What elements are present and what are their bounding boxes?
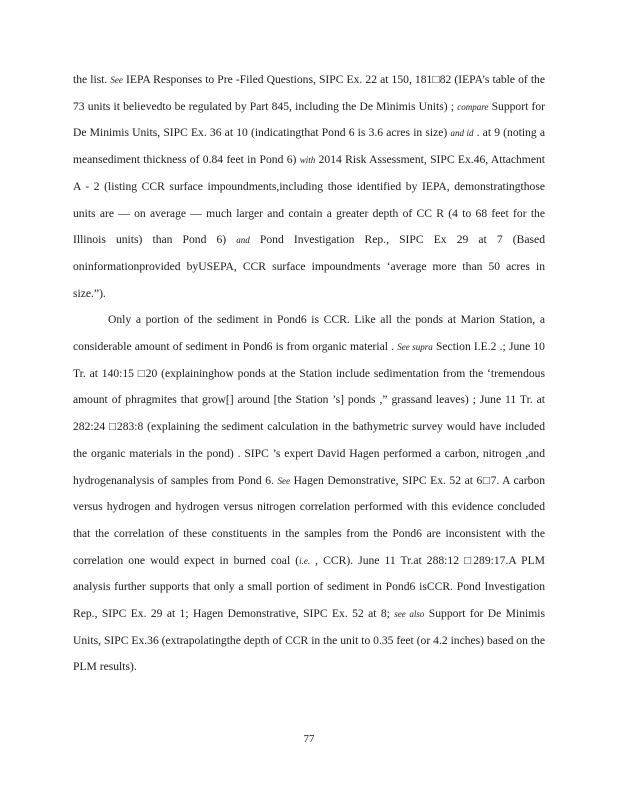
text-run: the list. — [73, 73, 111, 86]
italic-signal-text: with — [299, 155, 316, 166]
italic-signal-text: See — [110, 75, 123, 85]
italic-signal-text: See — [277, 475, 291, 486]
text-run: . at 9 (noting a meansediment thickness of 0.84 feet in Pond 6) — [73, 126, 545, 167]
text-run: Support for De Minimis Units, SIPC Ex.36 (extrapolatingthe depth of CCR in the unit to 0.35 feet (or 4.2 inches) based on the PLM results). — [73, 607, 545, 674]
text-run: Hagen Demonstrative, SIPC Ex. 52 at 6□7. A carbon versus hydrogen and hydrogen versus nitrogen correlation performed with this evidence concluded that the correlation of these constituents in the samples from the Pond6 are inconsistent with the correlation one would expect in burned coal ( — [73, 473, 546, 567]
text-run: Only a portion of the sediment in Pond6 is CCR. Like all the ponds at Marion Station, a considerable amount of sediment in Pond6 is from organic material . — [73, 313, 545, 354]
body-text — [73, 67, 545, 681]
text-run: Section I.E.2 .; June 10 Tr. at 140:15 □20 (explaininghow ponds at the Station include sedimentation from the ‘tremendous amount of phragmites that grow[] around [the Station ’s] ponds ,” grassand leaves) ; June 11 Tr. at 282:24 □283:8 (explaining the sediment calculation in the bathymetric survey would have included the organic materials in the pond) . SIPC ’s expert David Hagen performed a carbon, nitrogen ,and hydrogenanalysis of samples from Pond 6. — [73, 340, 545, 487]
italic-signal-text: See supra — [397, 342, 433, 353]
page-number: 77 — [303, 733, 315, 745]
italic-signal-text: i.e. — [299, 555, 311, 566]
text-run: , CCR). June 11 Tr.at 288:12 □289:17.A PLM analysis further supports that only a small portion of sediment in Pond6 isCCR. Pond Investigation Rep., SIPC Ex. 29 at 1; Hagen Demonstrative, SIPC Ex. 52 at 8; — [73, 553, 545, 621]
italic-signal-text: and — [236, 235, 250, 246]
italic-signal-text: see also — [394, 609, 425, 620]
italic-signal-text: compare — [457, 101, 489, 112]
text-run: IEPA Responses to Pre -Filed Questions, SIPC Ex. 22 at 150, 181□82 (IEPA’s table of the 73 units it believedto be regulated by Part 845, including the De Minimis Units) ; — [73, 73, 545, 113]
paragraph-2 — [73, 307, 545, 681]
paragraph-1 — [73, 67, 545, 307]
italic-signal-text: and id — [450, 128, 474, 139]
text-run: Support for De Minimis Units, SIPC Ex. 36 at 10 (indicatingthat Pond 6 is 3.6 acres in size) — [73, 99, 545, 140]
text-run: Pond Investigation Rep., SIPC Ex 29 at 7 (Based oninformationprovided byUSEPA, CCR surface impoundments ‘average more than 50 acres in size.”). — [73, 233, 545, 300]
text-run: 2014 Risk Assessment, SIPC Ex.46, Attachment A - 2 (listing CCR surface impoundments,including those identified by IEPA, demonstratingthose units are — on average — much larger and contain a greater depth of CC R (4 to 68 feet for the Illinois units) than Pond 6) — [73, 153, 545, 247]
